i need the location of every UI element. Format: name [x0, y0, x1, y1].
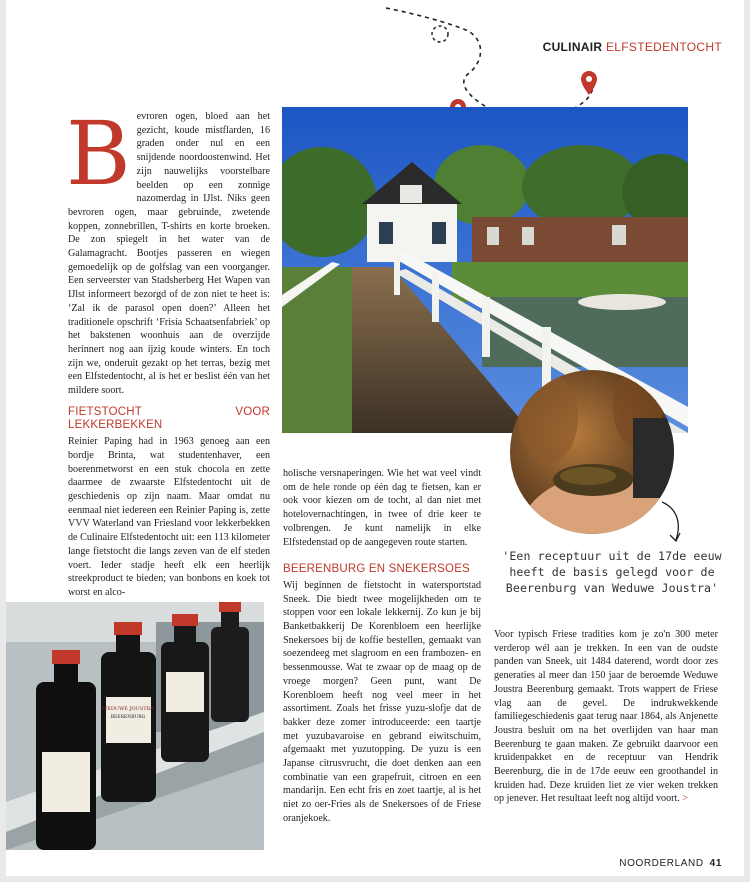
header-section: CULINAIR	[542, 40, 603, 54]
map-pin-icon	[580, 70, 598, 96]
route-loop	[432, 26, 448, 42]
section1-text: Reinier Paping had in 1963 genoeg aan een bordje Brinta, wat studentenhaver, een boerenmetworst en een stuk chocola en zette daarmee de zwaarste Elfstedentocht uit de geschiedenis op zijn naam. Maar omdat nu eenmaal niet iedereen een Reinier Paping is, zette VVV Waterland van Friesland voor lekkerbekken de Culinaire Elfstedentocht uit: een 113 kilometer lange fietstocht die langs zeven van de elf steden voert. Ieder stadje heeft elk een heerlijk streekproduct te bieden; van bonbons en koek tot worst en alco-	[68, 436, 270, 598]
continue-arrow-icon: >	[682, 793, 689, 805]
curved-arrow-icon	[656, 500, 686, 545]
magazine-page	[6, 0, 744, 876]
section2-text: Wij beginnen de fietstocht in watersportstad Sneek. Die biedt twee mogelijkheden om te stoppen voor een lokale lekkernij. Zo kun je bij Banketbakkerij De Korenbloem een heerlijke Snekersoes bij de koffie bestellen, gemaakt van soezendeeg met slagroom en een frambozen- en bessenmousse. Wat te zwaar op de maag op de vroege morgen? Geen punt, want De Korenbloem heeft nog veel meer in het assortiment. Zoals het frisse yuzu-slofje dat de bakker deze zomer introduceerde: een taartje met yuzubavaroise en gebrand eiwitschuim, afgemaakt met yuzutopping. De yuzu is een Japanse citrusvrucht, die doet denken aan een combinatie van een grapefruit, citroen en een mandarijn. Een echt fris en zoet taartje, al is het niet zo oer-Fries als de Snekersoes of de Friese oranjekoek.	[283, 579, 481, 824]
section-header	[543, 40, 722, 54]
pull-quote: 'Een receptuur uit de 17de eeuw heeft de basis gelegd voor de Beerenburg van Weduwe Joustra'	[502, 549, 722, 595]
intro-paragraph	[66, 102, 270, 398]
section1-heading: FIETSTOCHT VOOR LEKKERBEKKEN	[68, 405, 270, 432]
middle-column	[283, 467, 481, 826]
page-number: 41	[709, 858, 722, 869]
bottle-label-product: BEERENBURG	[110, 715, 146, 720]
intro-column	[66, 102, 270, 600]
herbs-hand-photo	[508, 368, 676, 536]
section2-heading: BEERENBURG EN SNEKERSOES	[283, 563, 470, 576]
magazine-name: NOORDERLAND	[619, 858, 704, 869]
middle-text: holische versnaperingen. Wie het wat veel vindt om de hele ronde op één dag te fietsen, kan er ook voor kiezen om de tocht, al dan niet met hotelovernachtingen, in twee of drie keer te volbrengen. Je kunt namelijk in elke Elfstedenstad op de aangegeven route starten.	[283, 468, 481, 548]
page-footer	[619, 858, 722, 869]
drop-cap: B	[66, 102, 131, 205]
header-topic: ELFSTEDENTOCHT	[606, 40, 722, 54]
right-paragraph	[494, 628, 718, 806]
intro-text: evroren ogen, bloed aan het gezicht, koude mistflarden, 16 graden onder nul en een snijdende noordoostenwind. Het zijn nauwelijks voorstelbare beelden op een zonnige nazomerdag in IJlst. Niks geen bevroren ogen, maar gebruinde, zwetende koppen, zonnebrillen, T-shirts en korte broeken. De zon spiegelt in het water van de Galamagracht. Bootjes passeren en wiegen gemoedelijk op de golfslag van een voorganger. Een serveerster van Stadsherberg Het Wapen van IJlst informeert bezorgd of de zon niet te heet is: ‘Zal ik de parasol open doen?’ Alleen het traditionele opschrift ‘Frisia Schaatsenfabriek’ op het bakstenen woonhuis aan de overzijde herinnert nog aan ijzig koude winters. En toch zijn we, onderuit gezakt op het terras, bezig met een Elfstedentocht, al is het er beslist één van het mildere soort.	[68, 111, 270, 397]
bottle-label-brand: WEDUWE JOUSTRA	[102, 706, 154, 712]
right-column	[494, 628, 718, 806]
dashed-route-line	[386, 8, 593, 119]
right-text: Voor typisch Friese tradities kom je zo'n 300 meter verderop wél aan je trekken. In een van de oudste panden van Sneek, uit 1484 daterend, wordt door zes generaties al meer dan 150 jaar de beroemde Weduwe Joustra Beerenburg gemaakt. Trots wappert de Friese vlag aan de gevel. De indrukwekkende familiegeschiedenis gaat terug naar 1864, als Anjenette Joustra besluit om na het overlijden van haar man Beerenburg te gaan maken. Ze gebruikt daarvoor een kruidenpakket en de receptuur van Hendrik Beerenburg, die in de 17de eeuw een groothandel in kruiden had. Deze kruiden liet ze vier weken trekken op jenever. Het resultaat leeft nog altijd voort.	[494, 629, 718, 805]
beerenburg-bottles-photo	[6, 602, 264, 850]
